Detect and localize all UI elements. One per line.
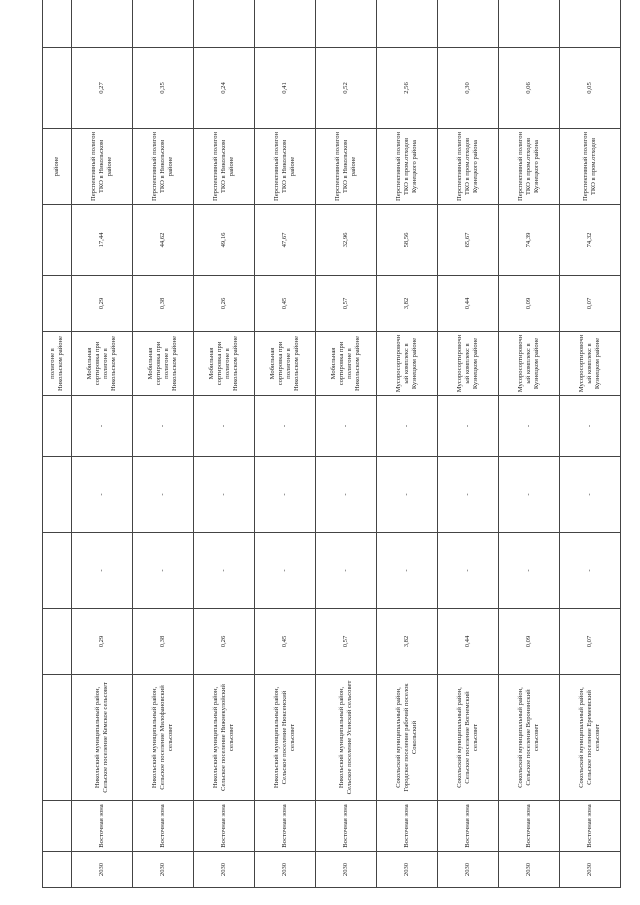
table-row (560, 0, 621, 888)
source-settlement-cell: Никольский муниципальный район, Сельское поселение Кемское сельсовет (72, 675, 133, 801)
landfill-cell: Перспективный полигон ТКО в Никольском районе (194, 129, 255, 205)
rotated-table-sheet (42, 20, 600, 888)
distance-cell: 32,96 (316, 205, 377, 276)
distance-cell: 74,39 (499, 205, 560, 276)
dash-cell: - (560, 457, 621, 533)
source-settlement-cell: Сокольский муниципальный район, Сельское поселение Еремеевский сельсовет (560, 675, 621, 801)
destination-object-header: полигоне в Никольском районе (43, 332, 72, 396)
landfill-volume-cell: 0,05 (560, 48, 621, 129)
residual-cell (438, 0, 499, 48)
residual-cell (499, 0, 560, 48)
landfill-volume-cell: 0,41 (255, 48, 316, 129)
distance-cell: 44,62 (133, 205, 194, 276)
dash-cell: - (133, 396, 194, 457)
sorting-object-cell: Мусоросортировочный комплекс в Кузнецком районе (499, 332, 560, 396)
distance-cell: 58,56 (377, 205, 438, 276)
sorting-object-cell: Мобильная сортировка при полигоне в Никольском районе (72, 332, 133, 396)
dash-cell: - (377, 396, 438, 457)
dash-cell: - (438, 396, 499, 457)
landfill-cell: Перспективный полигон ТКО в Никольском районе (255, 129, 316, 205)
distance-cell: 49,16 (194, 205, 255, 276)
table-row (255, 0, 316, 888)
year-cell: 2030 (438, 852, 499, 888)
residual-cell (194, 0, 255, 48)
dash-cell: - (316, 396, 377, 457)
zone-cell: Восточная зона (438, 801, 499, 852)
dash-cell: - (255, 533, 316, 609)
zone-cell: Восточная зона (194, 801, 255, 852)
sorted-volume-cell: 0,07 (560, 276, 621, 332)
volume-cell: 0,57 (316, 609, 377, 675)
year-cell: 2030 (316, 852, 377, 888)
dash-cell: - (316, 457, 377, 533)
destination-landfill-header: районе (43, 129, 72, 205)
dash-cell: - (316, 533, 377, 609)
waste-flow-table (42, 0, 621, 888)
volume-cell: 0,07 (560, 609, 621, 675)
volume-cell: 0,38 (133, 609, 194, 675)
table-row (438, 0, 499, 888)
dash-cell: - (438, 533, 499, 609)
dash-cell: - (194, 533, 255, 609)
sorted-volume-cell: 0,45 (255, 276, 316, 332)
zone-cell: Восточная зона (499, 801, 560, 852)
table-row (194, 0, 255, 888)
source-settlement-cell: Никольский муниципальный район, Сельское поселение Усенский сельсовет (316, 675, 377, 801)
sorted-volume-cell: 0,09 (499, 276, 560, 332)
distance-cell: 17,44 (72, 205, 133, 276)
dash-cell: - (377, 457, 438, 533)
residual-cell (316, 0, 377, 48)
sorting-object-cell: Мусоросортировочный комплекс в Кузнецком районе (438, 332, 499, 396)
landfill-cell: Перспективный полигон ТКО в пром.отходов (560, 129, 621, 205)
sorted-volume-cell: 0,44 (438, 276, 499, 332)
table-header-continuation (43, 0, 72, 888)
residual-cell (133, 0, 194, 48)
dash-cell: - (560, 533, 621, 609)
dash-cell: - (72, 396, 133, 457)
sorting-object-cell: Мобильная сортировка при полигоне в Никольском районе (316, 332, 377, 396)
source-settlement-cell: Никольский муниципальный район, Сельское поселение Нюксенский сельсовет (255, 675, 316, 801)
volume-cell: 0,45 (255, 609, 316, 675)
dash-cell: - (255, 396, 316, 457)
table-row (377, 0, 438, 888)
sorted-volume-cell: 0,26 (194, 276, 255, 332)
source-settlement-cell: Сокольский муниципальный район, Сельское поселение Воронинский сельсовет (499, 675, 560, 801)
zone-cell: Восточная зона (133, 801, 194, 852)
residual-cell (255, 0, 316, 48)
landfill-volume-cell: 0,52 (316, 48, 377, 129)
source-settlement-cell: Никольский муниципальный район, Сельское поселение Милофановский сельсовет (133, 675, 194, 801)
year-cell: 2030 (194, 852, 255, 888)
landfill-cell: Перспективный полигон ТКО в пром.отходов Кузнецкого района (438, 129, 499, 205)
sorting-object-cell: Мобильная сортировка при полигоне в Никольском районе (133, 332, 194, 396)
year-cell: 2030 (72, 852, 133, 888)
sorting-object-cell: Мобильная сортировка при полигоне в Никольском районе (255, 332, 316, 396)
table-row (72, 0, 133, 888)
landfill-cell: Перспективный полигон ТКО в пром.отходов Кузнецкого района (377, 129, 438, 205)
year-cell: 2030 (377, 852, 438, 888)
source-settlement-cell: Никольский муниципальный район, Сельское поселение Нижнекулойский сельсовет (194, 675, 255, 801)
dash-cell: - (72, 533, 133, 609)
landfill-volume-cell: 0,06 (499, 48, 560, 129)
dash-cell: - (255, 457, 316, 533)
landfill-cell: Перспективный полигон ТКО в пром.отходов Кузнецкого района (499, 129, 560, 205)
landfill-volume-cell: 0,27 (72, 48, 133, 129)
dash-cell: - (377, 533, 438, 609)
landfill-cell: Перспективный полигон ТКО в Никольском районе (133, 129, 194, 205)
table-row (499, 0, 560, 888)
dash-cell: - (194, 457, 255, 533)
landfill-volume-cell: 2,56 (377, 48, 438, 129)
dash-cell: - (499, 457, 560, 533)
residual-cell (560, 0, 621, 48)
source-settlement-cell: Сокольский муниципальный район, Сельское поселение Вогнемский сельсовет (438, 675, 499, 801)
landfill-volume-cell: 0,30 (438, 48, 499, 129)
zone-cell: Восточная зона (377, 801, 438, 852)
year-cell: 2030 (499, 852, 560, 888)
residual-cell (72, 0, 133, 48)
source-settlement-cell: Сокольский муниципальный район, Городское поселение рабочий поселок Сокольский (377, 675, 438, 801)
distance-cell: 74,32 (560, 205, 621, 276)
table-row (133, 0, 194, 888)
volume-cell: 0,26 (194, 609, 255, 675)
landfill-cell: Перспективный полигон ТКО в Никольском районе (316, 129, 377, 205)
sorted-volume-cell: 0,57 (316, 276, 377, 332)
dash-cell: - (560, 396, 621, 457)
distance-cell: 47,67 (255, 205, 316, 276)
zone-cell: Восточная зона (316, 801, 377, 852)
zone-cell: Восточная зона (72, 801, 133, 852)
dash-cell: - (499, 533, 560, 609)
year-cell: 2030 (255, 852, 316, 888)
sorting-object-cell: Мусоросортировочный комплекс в Кузнецком районе (377, 332, 438, 396)
table-row (316, 0, 377, 888)
volume-cell: 0,09 (499, 609, 560, 675)
dash-cell: - (72, 457, 133, 533)
sorted-volume-cell: 0,38 (133, 276, 194, 332)
volume-cell: 0,44 (438, 609, 499, 675)
dash-cell: - (133, 533, 194, 609)
sorted-volume-cell: 3,82 (377, 276, 438, 332)
zone-cell: Восточная зона (255, 801, 316, 852)
year-cell: 2030 (560, 852, 621, 888)
zone-cell: Восточная зона (560, 801, 621, 852)
residual-cell (377, 0, 438, 48)
sorting-object-cell: Мусоросортировочный комплекс в Кузнецком районе (560, 332, 621, 396)
dash-cell: - (194, 396, 255, 457)
landfill-volume-cell: 0,35 (133, 48, 194, 129)
distance-cell: 65,67 (438, 205, 499, 276)
dash-cell: - (499, 396, 560, 457)
volume-cell: 3,82 (377, 609, 438, 675)
year-cell: 2030 (133, 852, 194, 888)
landfill-volume-cell: 0,24 (194, 48, 255, 129)
volume-cell: 0,29 (72, 609, 133, 675)
dash-cell: - (438, 457, 499, 533)
landfill-cell: Перспективный полигон ТКО в Никольском районе (72, 129, 133, 205)
sorting-object-cell: Мобильная сортировка при полигоне в Никольском районе (194, 332, 255, 396)
dash-cell: - (133, 457, 194, 533)
sorted-volume-cell: 0,29 (72, 276, 133, 332)
